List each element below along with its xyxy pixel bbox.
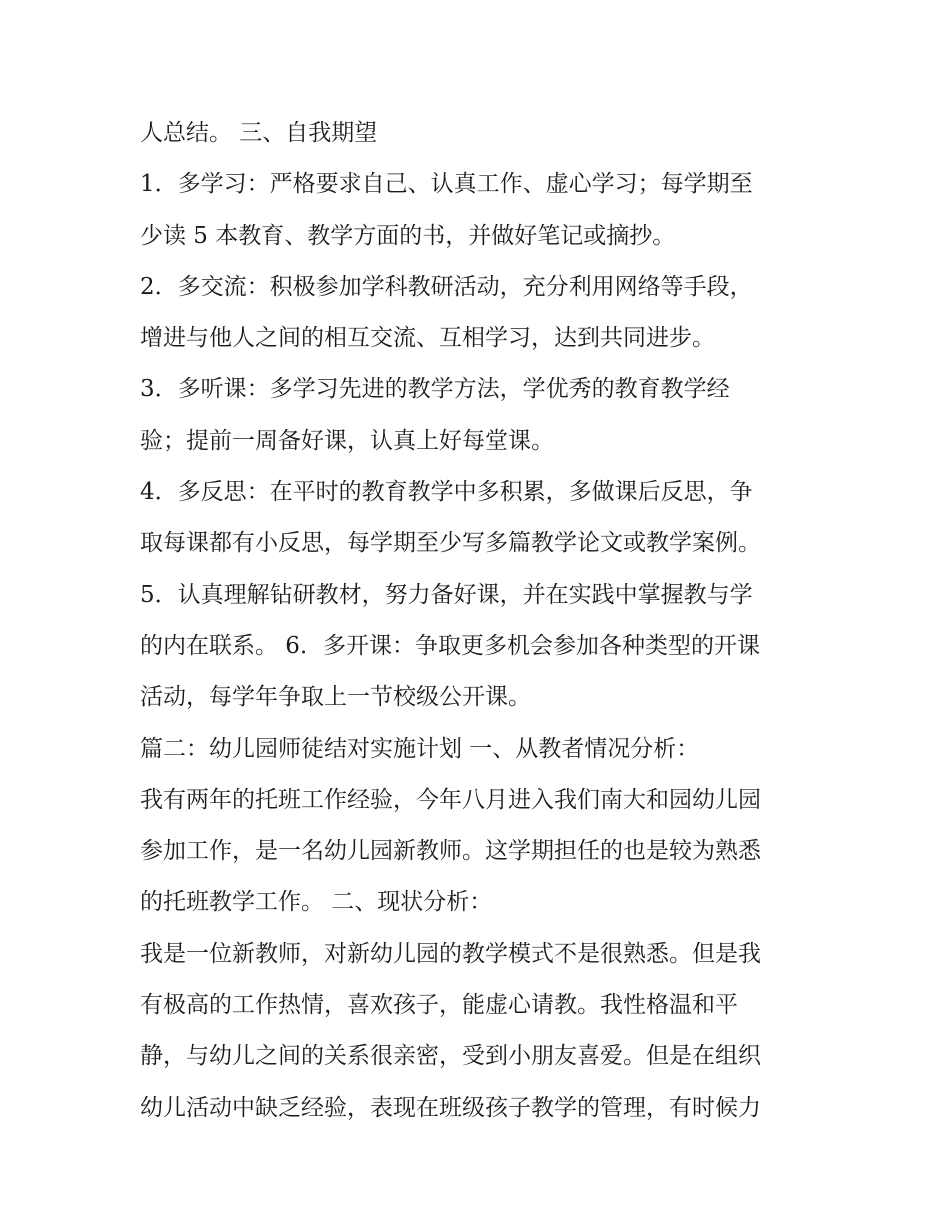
text-line: 有极高的工作热情，喜欢孩子，能虚心请教。我性格温和平 (140, 992, 738, 1019)
text-line: 4．多反思：在平时的教育教学中多积累，多做课后反思，争 (140, 479, 753, 506)
text-line: 验；提前一周备好课，认真上好每堂课。 (140, 427, 554, 454)
text-line: 我有两年的托班工作经验，今年八月进入我们南大和园幼儿园 (140, 786, 761, 813)
text-line: 2．多交流：积极参加学科教研活动，充分利用网络等手段， (140, 273, 753, 300)
text-line: 静，与幼儿之间的关系很亲密，受到小朋友喜爱。但是在组织 (140, 1043, 761, 1070)
text-line: 人总结。 三、自我期望 (140, 120, 378, 146)
text-line: 的内在联系。 6．多开课：争取更多机会参加各种类型的开课 (140, 632, 760, 659)
document-body (140, 108, 830, 1134)
text-line: 篇二：幼儿园师徒结对实施计划 一、从教者情况分析： (140, 735, 700, 762)
text-line: 少读 5 本教育、教学方面的书，并做好笔记或摘抄。 (140, 222, 676, 249)
text-line: 增进与他人之间的相互交流、互相学习，达到共同进步。 (140, 325, 715, 352)
text-line: 我是一位新教师，对新幼儿园的教学模式不是很熟悉。但是我 (140, 940, 761, 967)
text-line: 的托班教学工作。 二、现状分析： (140, 889, 493, 916)
text-line: 活动，每学年争取上一节校级公开课。 (140, 684, 531, 711)
text-line: 1．多学习：严格要求自己、认真工作、虚心学习；每学期至 (140, 171, 753, 198)
text-line: 5．认真理解钻研教材，努力备好课，并在实践中掌握教与学 (140, 581, 753, 608)
text-line: 3．多听课：多学习先进的教学方法，学优秀的教育教学经 (140, 376, 730, 403)
text-line: 参加工作，是一名幼儿园新教师。这学期担任的也是较为熟悉 (140, 838, 761, 865)
text-line: 取每课都有小反思，每学期至少写多篇教学论文或教学案例。 (140, 530, 761, 557)
text-line: 幼儿活动中缺乏经验，表现在班级孩子教学的管理，有时候力 (140, 1094, 761, 1121)
